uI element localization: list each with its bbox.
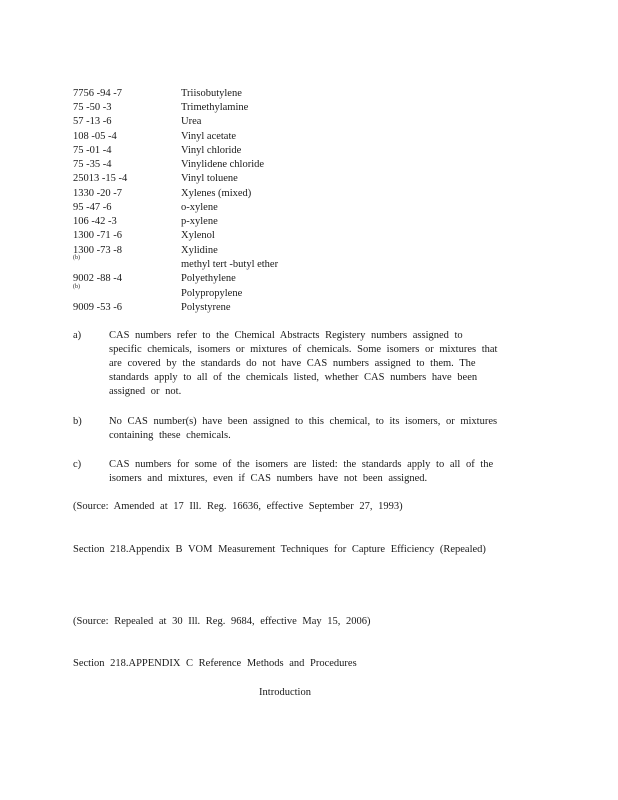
table-row [73,215,493,229]
table-row [73,301,493,315]
introduction-heading: Introduction [259,687,311,698]
chemical-name: Vinyl toluene [181,173,238,184]
cas-number: 7756 -94 -7 [73,88,122,99]
table-row [73,158,493,172]
table-row [73,101,493,115]
table-row [73,115,493,129]
chemical-name: Trimethylamine [181,102,249,113]
chemical-name: Polypropylene [181,288,243,299]
cas-number: 1300 -73 -8 [73,245,122,256]
footnote-text: No CAS number(s) have been assigned to this chemical, to its isomers, or mixtures containing these chemicals. [109,416,498,441]
chemical-name: Triisobutylene [181,88,242,99]
cas-number: 106 -42 -3 [73,216,117,227]
source-note: (Source: Repealed at 30 Ill. Reg. 9684, effective May 15, 2006) [73,616,371,627]
cas-number: 57 -13 -6 [73,116,112,127]
cas-number: 9009 -53 -6 [73,302,122,313]
chemical-name: Xylenes (mixed) [181,188,252,199]
chemical-name: methyl tert -butyl ether [181,259,279,270]
cas-number: 75 -35 -4 [73,159,112,170]
footnote-label: b) [73,416,82,427]
chemical-name: Xylidine [181,245,218,256]
footnote-text: CAS numbers for some of the isomers are listed: the standards apply to all of the isomers and mixtures, even if CAS numbers have not been assigned. [109,459,494,484]
chemical-name: o-xylene [181,202,218,213]
cas-number: 75 -50 -3 [73,102,112,113]
section-heading-appendix-c: Section 218.APPENDIX C Reference Methods and Procedures [73,658,357,669]
table-row [73,87,493,101]
table-row [73,255,493,272]
table-row [73,144,493,158]
chemical-name: Polystyrene [181,302,231,313]
chemical-name: Vinyl chloride [181,145,242,156]
cas-number: 1300 -71 -6 [73,230,122,241]
chemical-name: Polyethylene [181,273,236,284]
source-note: (Source: Amended at 17 Ill. Reg. 16636, effective September 27, 1993) [73,501,403,512]
footnote-marker: (b) [73,284,80,290]
table-row [73,229,493,243]
footnote-label: c) [73,459,82,470]
table-row [73,187,493,201]
chemical-name: p-xylene [181,216,218,227]
cas-number: 9002 -88 -4 [73,273,122,284]
table-row [73,172,493,186]
footnote-label: a) [73,330,82,341]
cas-number: 25013 -15 -4 [73,173,128,184]
table-row [73,130,493,144]
cas-number: 75 -01 -4 [73,145,112,156]
table-row [73,272,493,286]
table-row [73,201,493,215]
chemical-name: Urea [181,116,202,127]
table-row [73,284,493,301]
cas-number: 1330 -20 -7 [73,188,122,199]
chemical-name: Vinyl acetate [181,131,237,142]
footnote-text: CAS numbers refer to the Chemical Abstracts Registery numbers assigned to specific chemicals, isomers or mixtures of chemicals. Some isomers or mixtures that are covered by the standards do not have CAS numbers assigned to them. The standards apply to all of the chemicals listed, whether CAS numbers have been assigned or not. [109,330,498,397]
chemical-name: Xylenol [181,230,215,241]
cas-number: 95 -47 -6 [73,202,112,213]
table-row [73,244,493,258]
chemical-name: Vinylidene chloride [181,159,265,170]
cas-number: 108 -05 -4 [73,131,117,142]
section-heading-appendix-b: Section 218.Appendix B VOM Measurement Techniques for Capture Efficiency (Repealed) [73,544,486,555]
footnote-marker: (b) [73,255,80,261]
